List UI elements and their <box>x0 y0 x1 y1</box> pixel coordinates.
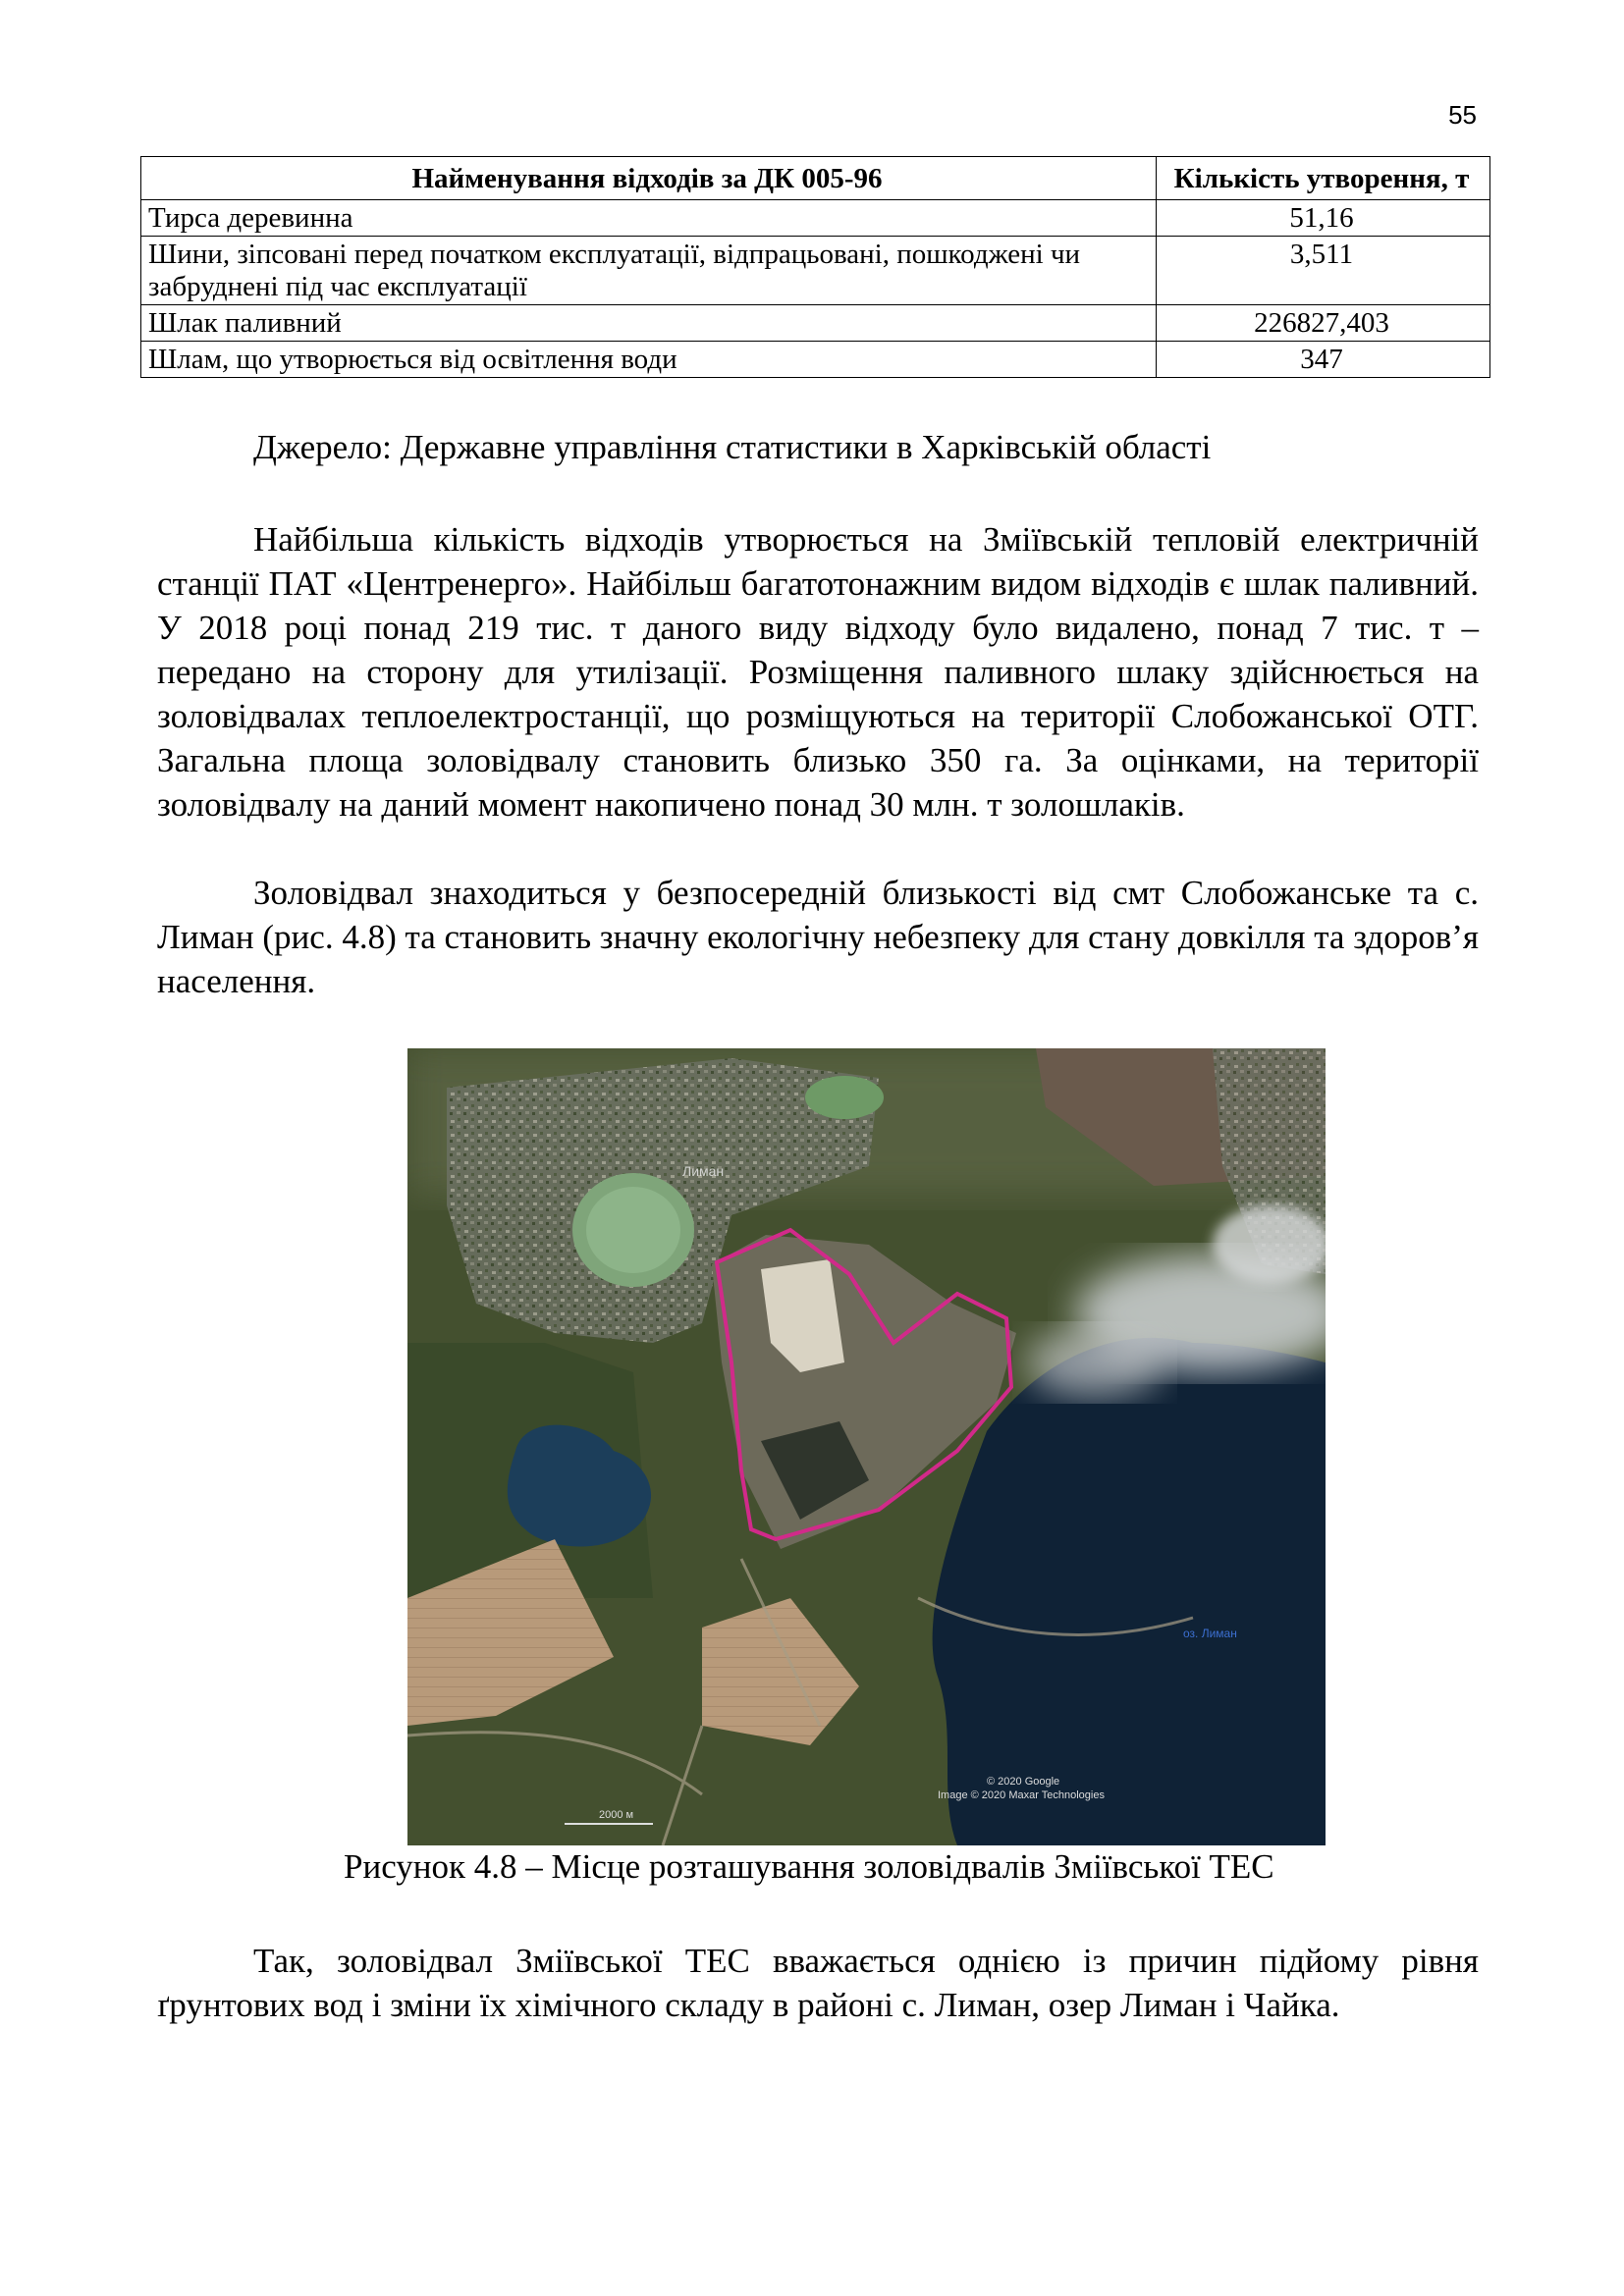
waste-name-cell: Шини, зіпсовані перед початком експлуатації, відпрацьовані, пошкоджені чи забруднені під час експлуатації <box>141 237 1157 305</box>
waste-name-cell: Шлак паливний <box>141 305 1157 342</box>
table-source-note: Джерело: Державне управління статистики в Харківській області <box>253 428 1212 466</box>
waste-name-cell: Шлам, що утворюється від освітлення води <box>141 342 1157 378</box>
map-credit-1: © 2020 Google <box>987 1776 1060 1788</box>
scale-label: 2000 м <box>599 1809 634 1821</box>
header-waste-name: Найменування відходів за ДК 005-96 <box>141 157 1157 200</box>
table-row <box>141 200 1490 237</box>
satellite-map-figure <box>407 1048 1326 1845</box>
paragraph-waste-volume: Найбільша кількість відходів утворюється на Зміївській тепловій електричній станції ПАТ «Центренерго». Найбільш багатотонажним видом відходів є шлак паливний. У 2018 році понад 219 тис. т даного виду відходу було видалено, понад 7 тис. т – передано на сторону для утилізації. Розміщення паливного шлаку здійснюється на золовідвалах теплоелектростанції, що розміщуються на території Слобожанської ОТГ. Загальна площа золовідвалу становить близько 350 га. За оцінками, на території золовідвалу на даний момент накопичено понад 30 млн. т золошлаків. <box>157 520 1479 824</box>
quantity-cell: 226827,403 <box>1157 305 1490 342</box>
waste-name-cell: Тирса деревинна <box>141 200 1157 237</box>
paragraph-groundwater: Так, золовідвал Зміївської ТЕС вважається однією із причин підйому рівня ґрунтових вод і зміни їх хімічного складу в районі с. Лиман, озер Лиман і Чайка. <box>157 1942 1479 2024</box>
figure-caption: Рисунок 4.8 – Місце розташування золовідвалів Зміївської ТЕС <box>344 1847 1274 1886</box>
quantity-cell: 3,511 <box>1157 237 1490 305</box>
satellite-map-image <box>407 1048 1326 1845</box>
table-row <box>141 342 1490 378</box>
table-header-row <box>141 157 1490 200</box>
map-credit-2: Image © 2020 Maxar Technologies <box>938 1789 1105 1801</box>
waste-table <box>140 156 1490 378</box>
village-label: Лиман <box>682 1163 725 1179</box>
quantity-cell: 347 <box>1157 342 1490 378</box>
paragraph-ash-dump-location: Золовідвал знаходиться у безпосередній близькості від смт Слобожанське та с. Лиман (рис. 4.8) та становить значну екологічну небезпеку для стану довкілля та здоров’я населення. <box>157 874 1479 1000</box>
page-number: 55 <box>1448 100 1477 130</box>
header-quantity: Кількість утворення, т <box>1157 157 1490 200</box>
quantity-cell: 51,16 <box>1157 200 1490 237</box>
lake-label: оз. Лиман <box>1183 1627 1237 1640</box>
table-row <box>141 237 1490 305</box>
table-row <box>141 305 1490 342</box>
